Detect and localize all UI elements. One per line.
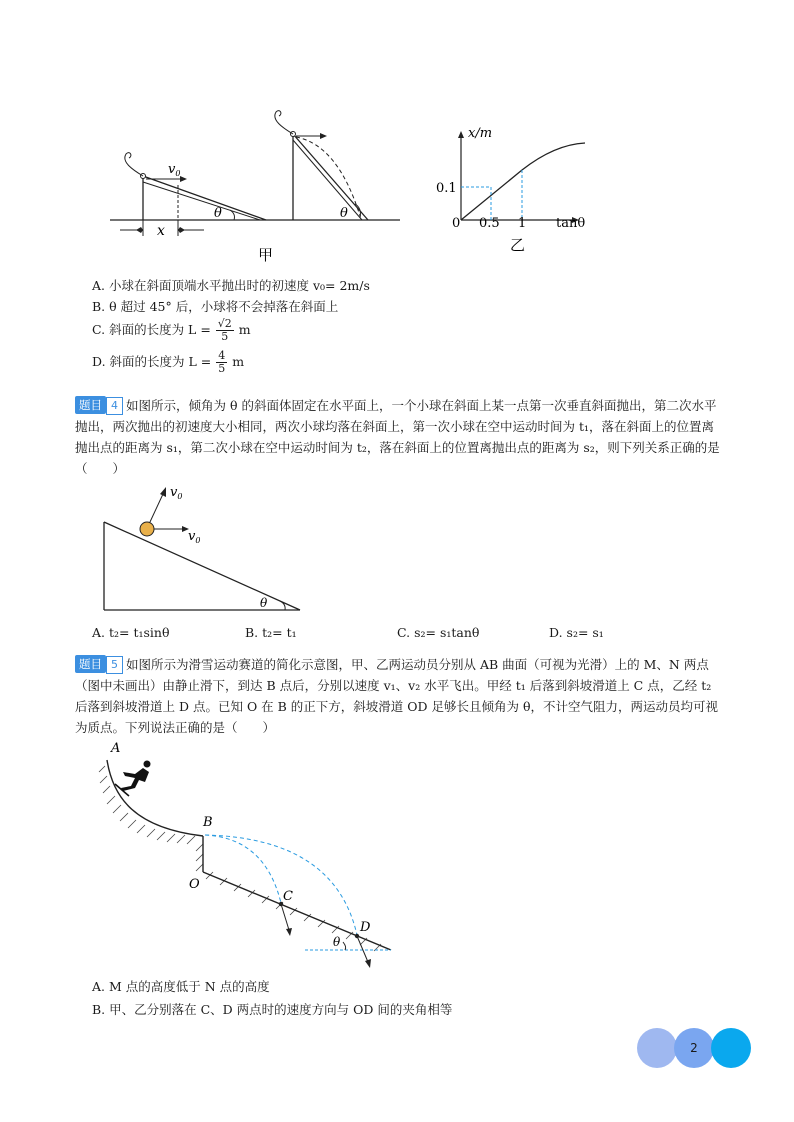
q3-option-a: A. 小球在斜面顶端水平抛出时的初速度 v₀= 2m/s xyxy=(92,278,370,293)
page-circle-right xyxy=(711,1028,751,1068)
fig1-label-yi: 乙 xyxy=(510,236,526,254)
fig1-theta-left: θ xyxy=(214,206,222,221)
q4-fig-v0-perpendicular: $v_0$ xyxy=(170,485,183,501)
fig1-theta-right: θ xyxy=(340,206,348,221)
graph-tick-x2: 1 xyxy=(518,216,527,231)
q5-number: 5 xyxy=(106,656,123,674)
graph-tick-origin: 0 xyxy=(452,216,461,231)
q5-option-b: B. 甲、乙分别落在 C、D 两点时的速度方向与 OD 间的夹角相等 xyxy=(92,1002,453,1017)
fig1-x-label: x xyxy=(157,223,165,239)
figure-q5-ski-track xyxy=(95,738,405,973)
q5-tag: 题目 xyxy=(75,655,106,673)
q4-number: 4 xyxy=(106,397,123,415)
q5-label-d: D xyxy=(360,920,371,935)
q5-option-a: A. M 点的高度低于 N 点的高度 xyxy=(92,979,270,994)
q4-option-c: C. s₂= s₁tanθ xyxy=(397,625,480,640)
q4-text: 题目 4 如图所示，倾角为 θ 的斜面体固定在水平面上，一个小球在斜面上某一点第一次垂直斜面抛出，第二次水平抛出，两次抛出的初速度大小相同，两次小球均落在斜面上，第一次小球在空中运动时间为 t₁，落在斜面上的位置离抛出点的距离为 s₁，第二次小球在空中运动时间为 t₂，落在斜面上的位置离抛出点的距离为 s₂，则下列关系正确的是（ ） xyxy=(75,398,720,476)
q4-option-d: D. s₂= s₁ xyxy=(549,625,604,640)
figure-1-inclines xyxy=(0,100,794,270)
q5-label-a: A xyxy=(111,741,121,756)
q4-tag: 题目 xyxy=(75,396,106,414)
q3-option-d: D. 斜面的长度为 L = $\frac{4}{5}$ m xyxy=(92,349,245,375)
q5-text: 题目 5 如图所示为滑雪运动赛道的简化示意图，甲、乙两运动员分别从 AB 曲面（可视为光滑）上的 M、N 两点（图中未画出）由静止滑下，到达 B 点后，分别以速度 v₁、v₂ 水平飞出。甲经 t₁ 后落到斜坡滑道上 C 点，乙经 t₂ 后落到斜坡滑道上 D 点。已知 O 在 B 的正下方，斜坡滑道 OD 足够长且倾角为 θ，不计空气阻力，两运动员均可视为质点。下列说法正确的是（ ） xyxy=(75,657,719,735)
graph-y-axis-label: x/m xyxy=(468,126,493,141)
q4-option-a: A. t₂= t₁sinθ xyxy=(92,625,170,640)
skier-icon xyxy=(115,761,151,797)
graph-tick-x1: 0.5 xyxy=(479,216,500,231)
q5-label-c: C xyxy=(283,889,293,904)
q4-fig-theta: θ xyxy=(260,596,268,610)
page-number: 2 xyxy=(690,1041,698,1055)
q5-label-b: B xyxy=(203,815,213,830)
fig1-label-jia: 甲 xyxy=(258,246,274,264)
graph-tick-y: 0.1 xyxy=(436,181,457,196)
q5-label-theta: θ xyxy=(333,935,341,949)
q3-option-c: C. 斜面的长度为 L = $\frac{√2}{5}$ m xyxy=(92,317,251,343)
fig1-v0-label: $v_0$ xyxy=(168,162,181,178)
q4-fig-v0-horizontal: $v_0$ xyxy=(188,529,201,545)
q4-option-b: B. t₂= t₁ xyxy=(245,625,297,640)
figure-q4-incline xyxy=(90,478,320,618)
q3-option-b: B. θ 超过 45° 后，小球将不会掉落在斜面上 xyxy=(92,299,339,314)
page-circle-left xyxy=(637,1028,677,1068)
q5-label-o: O xyxy=(189,877,200,892)
graph-x-axis-label: tanθ xyxy=(556,216,586,231)
